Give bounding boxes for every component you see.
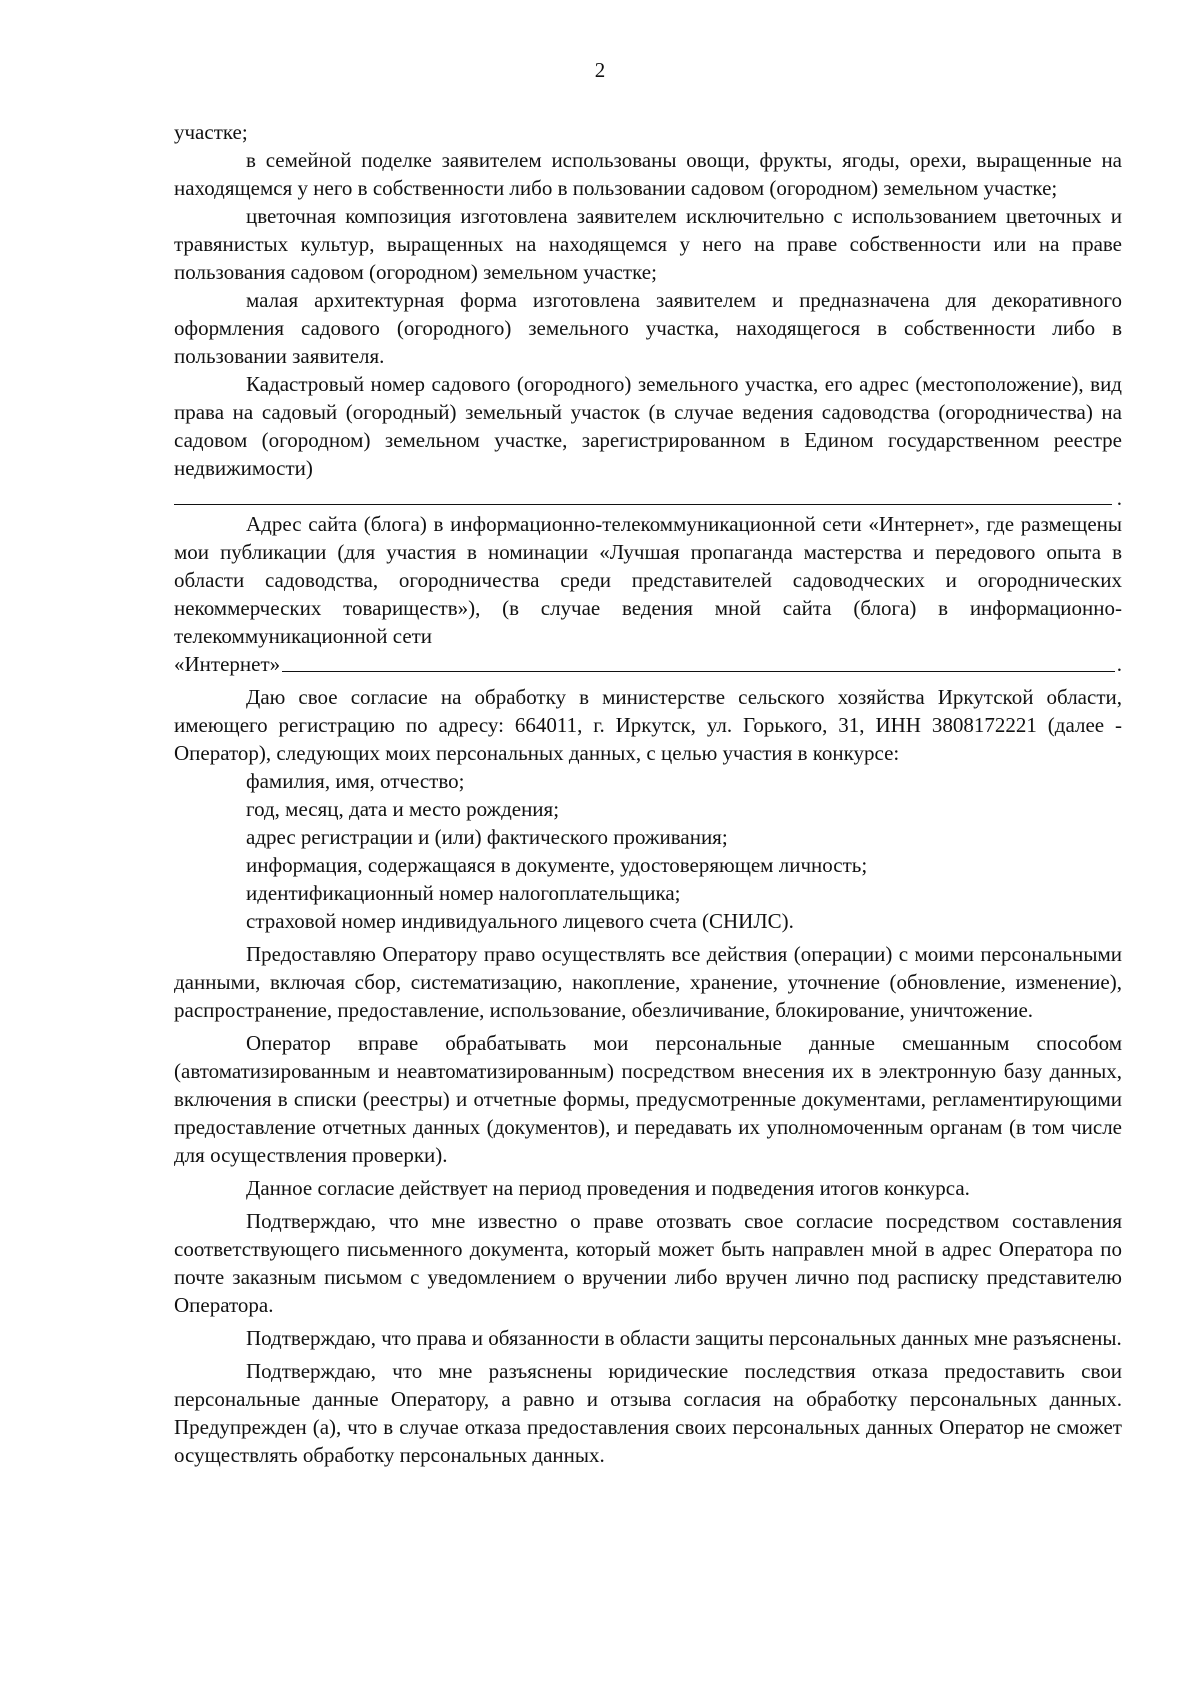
list-item: адрес регистрации и (или) фактического проживания; bbox=[246, 825, 728, 849]
paragraph-withdrawal-right: Подтверждаю, что мне известно о праве отозвать свое согласие посредством составления соответствующего письменного документа, который может быть направлен мной в адрес Оператора по почте заказным письмом с уведомлением о вручении либо вручен лично под расписку представителю Оператора. bbox=[174, 1209, 1122, 1317]
paragraph-small-architectural-form: малая архитектурная форма изготовлена заявителем и предназначена для декоративного оформления садового (огородного) земельного участка, находящегося в собственности либо в пользовании заявителя. bbox=[174, 288, 1122, 368]
paragraph-consent: Даю свое согласие на обработку в министерстве сельского хозяйства Иркутской области, имеющего регистрацию по адресу: 664011, г. Иркутск, ул. Горького, 31, ИНН 3808172221 (далее - Оператор), следующих моих персональных данных, с целью участия в конкурсе: bbox=[174, 685, 1122, 765]
paragraph-refusal-consequences: Подтверждаю, что мне разъяснены юридические последствия отказа предоставить свои персональные данные Оператору, а равно и отзыва согласия на обработку персональных данных. Предупрежден (а), что в случае отказа предоставления своих персональных данных Оператор не сможет осуществлять обработку персональных данных. bbox=[174, 1359, 1122, 1467]
line-end-mark: . bbox=[1116, 652, 1122, 676]
website-address-blank-line[interactable] bbox=[282, 671, 1115, 672]
line-end-mark: . bbox=[1116, 486, 1122, 510]
paragraph-rights-explained: Подтверждаю, что права и обязанности в области защиты персональных данных мне разъяснены. bbox=[246, 1326, 1122, 1350]
paragraph-flower-composition: цветочная композиция изготовлена заявителем исключительно с использованием цветочных и травянистых культур, выращенных на находящемся у него на праве собственности или на праве пользования садовом (огородном) земельном участке; bbox=[174, 204, 1122, 284]
list-item: страховой номер индивидуального лицевого счета (СНИЛС). bbox=[246, 909, 794, 933]
list-item: фамилия, имя, отчество; bbox=[246, 769, 465, 793]
paragraph-participation-end: участке; bbox=[174, 120, 248, 144]
internet-label: «Интернет» bbox=[174, 652, 281, 676]
document-body bbox=[174, 118, 1122, 1469]
paragraph-operator-rights: Предоставляю Оператору право осуществлять все действия (операции) с моими персональными данными, включая сбор, систематизацию, накопление, хранение, уточнение (обновление, изменение), распространение, предоставление, использование, обезличивание, блокирование, уничтожение. bbox=[174, 942, 1122, 1022]
list-item: год, месяц, дата и место рождения; bbox=[246, 797, 560, 821]
paragraph-consent-period: Данное согласие действует на период проведения и подведения итогов конкурса. bbox=[246, 1176, 970, 1200]
list-item: идентификационный номер налогоплательщика; bbox=[246, 881, 681, 905]
paragraph-family-craft: в семейной поделке заявителем использованы овощи, фрукты, ягоды, орехи, выращенные на находящемся у него в собственности либо в пользовании садовом (огородном) земельном участке; bbox=[174, 148, 1122, 200]
paragraph-cadastral-number: Кадастровый номер садового (огородного) земельного участка, его адрес (местоположение), вид права на садовый (огородный) земельный участок (в случае ведения садоводства (огородничества) на садовом (огородном) земельном участке, зарегистрированном в Едином государственном реестре недвижимости) bbox=[174, 372, 1122, 480]
page-number: 2 bbox=[594, 58, 606, 82]
list-item: информация, содержащаяся в документе, удостоверяющем личность; bbox=[246, 853, 868, 877]
paragraph-website-address: Адрес сайта (блога) в информационно-телекоммуникационной сети «Интернет», где размещены мои публикации (для участия в номинации «Лучшая пропаганда мастерства и передового опыта в области садоводства, огородничества среди представителей садоводческих и огороднических некоммерческих товариществ»), (в случае ведения мной сайта (блога) в информационно-телекоммуникационной сети bbox=[174, 512, 1122, 648]
website-address-line bbox=[174, 650, 1122, 678]
personal-data-list bbox=[174, 767, 1122, 935]
cadastral-number-blank-line[interactable] bbox=[174, 482, 1122, 510]
paragraph-processing-method: Оператор вправе обрабатывать мои персональные данные смешанным способом (автоматизированным и неавтоматизированным) посредством внесения их в электронную базу данных, включения в списки (реестры) и отчетные формы, предусмотренные документами, регламентирующими предоставление отчетных данных (документов), и передавать их уполномоченным органам (в том числе для осуществления проверки). bbox=[174, 1031, 1122, 1167]
